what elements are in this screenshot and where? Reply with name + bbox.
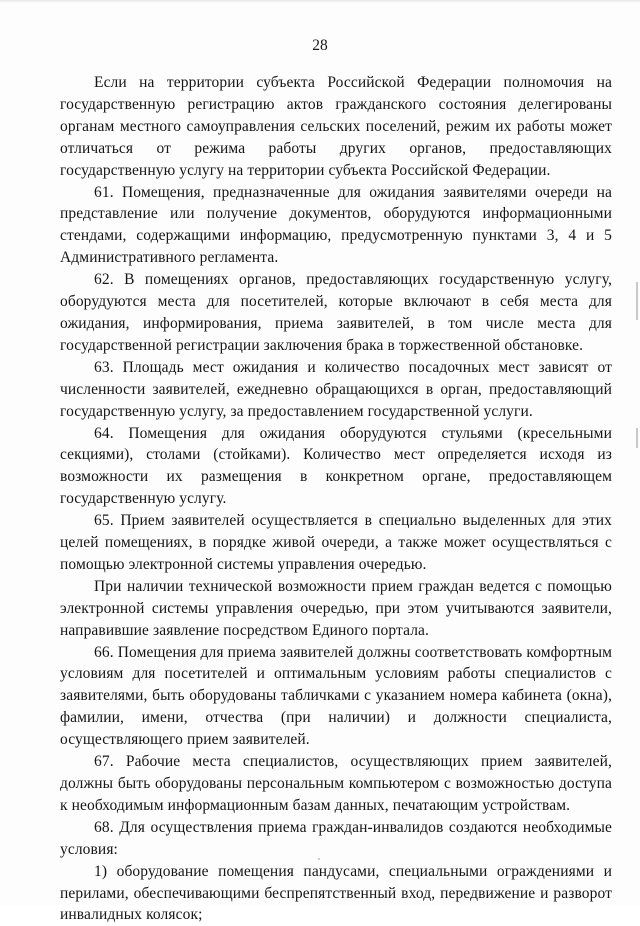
paragraph-66: 66. Помещения для приема заявителей должны соответствовать комфортным условиям для посетителей и оптимальным условиям работы специалистов с заявителями, быть оборудованы табличками с указанием номера кабинета (окна), фамилии, имени, отчества (при наличии) и должности специалиста, осуществляющего прием заявителей.	[60, 643, 612, 749]
paragraph-62: 62. В помещениях органов, предоставляющих государственную услугу, оборудуются места для посетителей, которые включают в себя места для ожидания, информирования, приема заявителей, в том числе места для государственной регистрации заключения брака в торжественной обстановке.	[60, 271, 612, 354]
page-number: 28	[312, 37, 328, 54]
document-body	[60, 72, 612, 926]
paragraph-63: 63. Площадь мест ожидания и количество посадочных мест зависят от численности заявителей, ежедневно обращающихся в орган, предоставляющий государственную услугу, за предоставлением государственной услуги.	[60, 358, 612, 420]
paragraph-68: 68. Для осуществления приема граждан-инвалидов создаются необходимые условия:	[60, 818, 612, 858]
paragraph-delegated-powers: Если на территории субъекта Российской Федерации полномочия на государственную регистрацию актов гражданского состояния делегированы органам местного самоуправления сельских поселений, режим их работы может отличаться от режима работы других органов, предоставляющих государственную услугу на территории субъекта Российской Федерации.	[60, 74, 612, 179]
paragraph-65: 65. Прием заявителей осуществляется в специально выделенных для этих целей помещениях, в порядке живой очереди, а также может осуществляться с помощью электронной системы управления очередью.	[60, 512, 612, 573]
paragraph-61: 61. Помещения, предназначенные для ожидания заявителями очереди на представление или получение документов, оборудуются информационными стендами, содержащими информацию, предусмотренную пунктами 3, 4 и 5 Административного регламента.	[60, 183, 612, 267]
paragraph-64: 64. Помещения для ожидания оборудуются стульями (кресельными секциями), столами (стойками). Количество мест определяется исходя из возможности их размещения в конкретном органе, предоставляющем государственную услугу.	[60, 424, 612, 508]
paragraph-queue-system: При наличии технической возможности прием граждан ведется с помощью электронной системы управления очередью, при этом учитываются заявители, направившие заявление посредством Единого портала.	[60, 577, 612, 639]
paragraph-68-item-1: 1) оборудование помещения пандусами, специальными ограждениями и перилами, обеспечивающими беспрепятственный вход, передвижение и разворот инвалидных колясок;	[60, 862, 612, 924]
scan-top-edge	[0, 0, 640, 3]
paragraph-67: 67. Рабочие места специалистов, осуществляющих прием заявителей, должны быть оборудованы персональным компьютером с возможностью доступа к необходимым информационным базам данных, печатающим устройствам.	[60, 753, 612, 814]
scan-edge-mark	[636, 428, 638, 448]
scan-edge-mark	[636, 282, 638, 320]
